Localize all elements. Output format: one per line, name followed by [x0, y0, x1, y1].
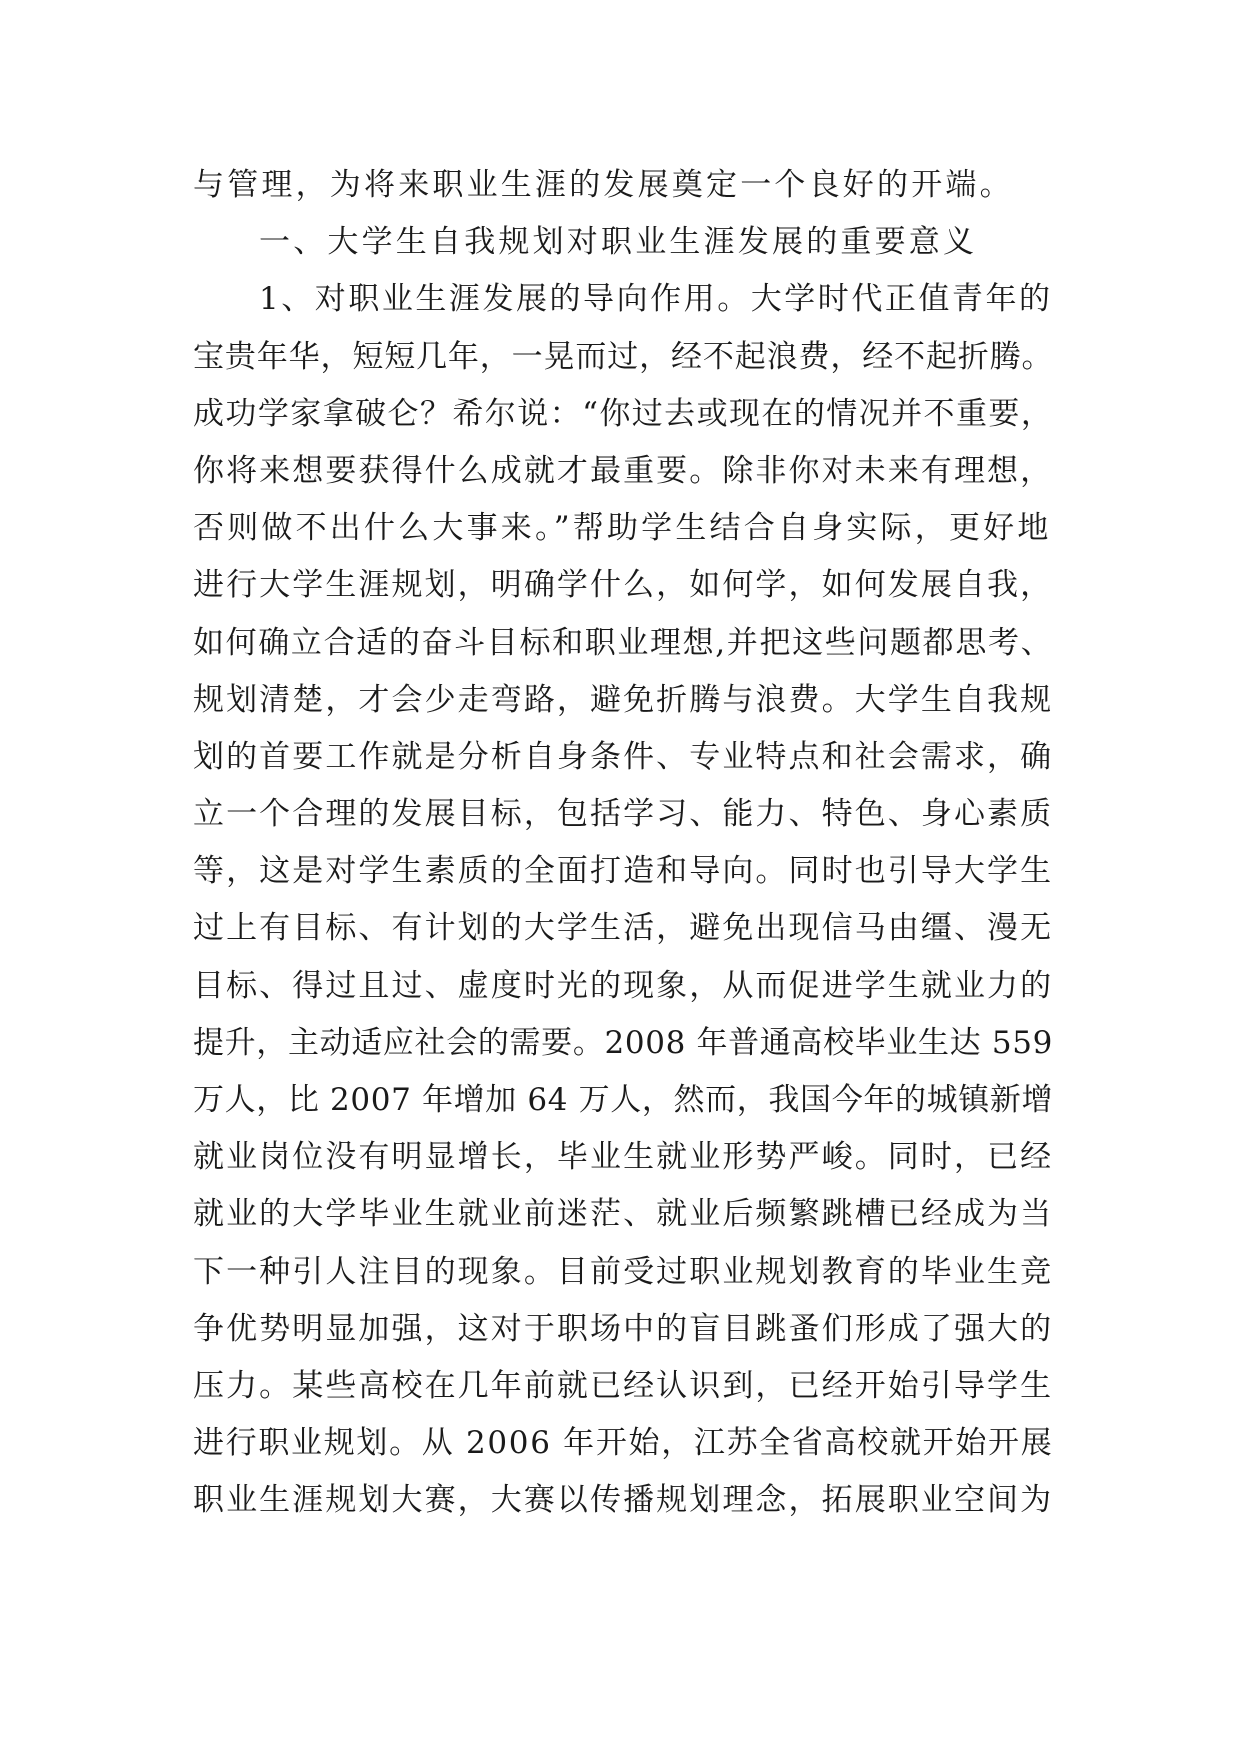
text-line: 立一个合理的发展目标，包括学习、能力、特色、身心素质 — [193, 796, 1054, 833]
text-line: 如何确立合适的奋斗目标和职业理想,并把这些问题都思考、 — [193, 624, 1054, 661]
text-line: 就业的大学毕业生就业前迷茫、就业后频繁跳槽已经成为当 — [193, 1196, 1054, 1233]
paragraph-start-line: 1、对职业生涯发展的导向作用。大学时代正值青年的 — [259, 281, 1053, 318]
text-line: 压力。某些高校在几年前就已经认识到，已经开始引导学生 — [193, 1367, 1054, 1404]
text-line: 下一种引人注目的现象。目前受过职业规划教育的毕业生竞 — [193, 1253, 1054, 1290]
text-line: 职业生涯规划大赛，大赛以传播规划理念，拓展职业空间为 — [193, 1482, 1054, 1519]
text-line: 你将来想要获得什么成就才最重要。除非你对未来有理想， — [193, 452, 1054, 489]
body-text — [193, 157, 1053, 1530]
text-line: 争优势明显加强，这对于职场中的盲目跳蚤们形成了强大的 — [193, 1310, 1054, 1347]
text-line: 过上有目标、有计划的大学生活，避免出现信马由缰、漫无 — [193, 910, 1054, 947]
text-line: 宝贵年华，短短几年，一晃而过，经不起浪费，经不起折腾。 — [193, 338, 1054, 375]
text-line: 规划清楚，才会少走弯路，避免折腾与浪费。大学生自我规 — [193, 681, 1054, 718]
text-line: 就业岗位没有明显增长，毕业生就业形势严峻。同时，已经 — [193, 1139, 1054, 1176]
text-line: 万人，比 2007 年增加 64 万人，然而，我国今年的城镇新增 — [193, 1082, 1054, 1118]
text-line: 划的首要工作就是分析自身条件、专业特点和社会需求，确 — [193, 738, 1054, 775]
paragraph-start-line: 一、大学生自我规划对职业生涯发展的重要意义 — [259, 224, 978, 261]
text-line: 目标、得过且过、虚度时光的现象，从而促进学生就业力的 — [193, 967, 1054, 1004]
text-line: 否则做不出什么大事来。”帮助学生结合自身实际，更好地 — [193, 510, 1052, 547]
text-line: 进行大学生涯规划，明确学什么，如何学，如何发展自我， — [193, 567, 1054, 604]
text-line: 提升，主动适应社会的需要。2008 年普通高校毕业生达 559 — [193, 1024, 1053, 1061]
text-line: 与管理，为将来职业生涯的发展奠定一个良好的开端。 — [193, 167, 1014, 203]
text-line: 进行职业规划。从 2006 年开始，江苏全省高校就开始开展 — [193, 1425, 1054, 1462]
text-line: 等，这是对学生素质的全面打造和导向。同时也引导大学生 — [193, 853, 1054, 890]
text-line: 成功学家拿破仑？希尔说：“你过去或现在的情况并不重要， — [193, 395, 1054, 432]
